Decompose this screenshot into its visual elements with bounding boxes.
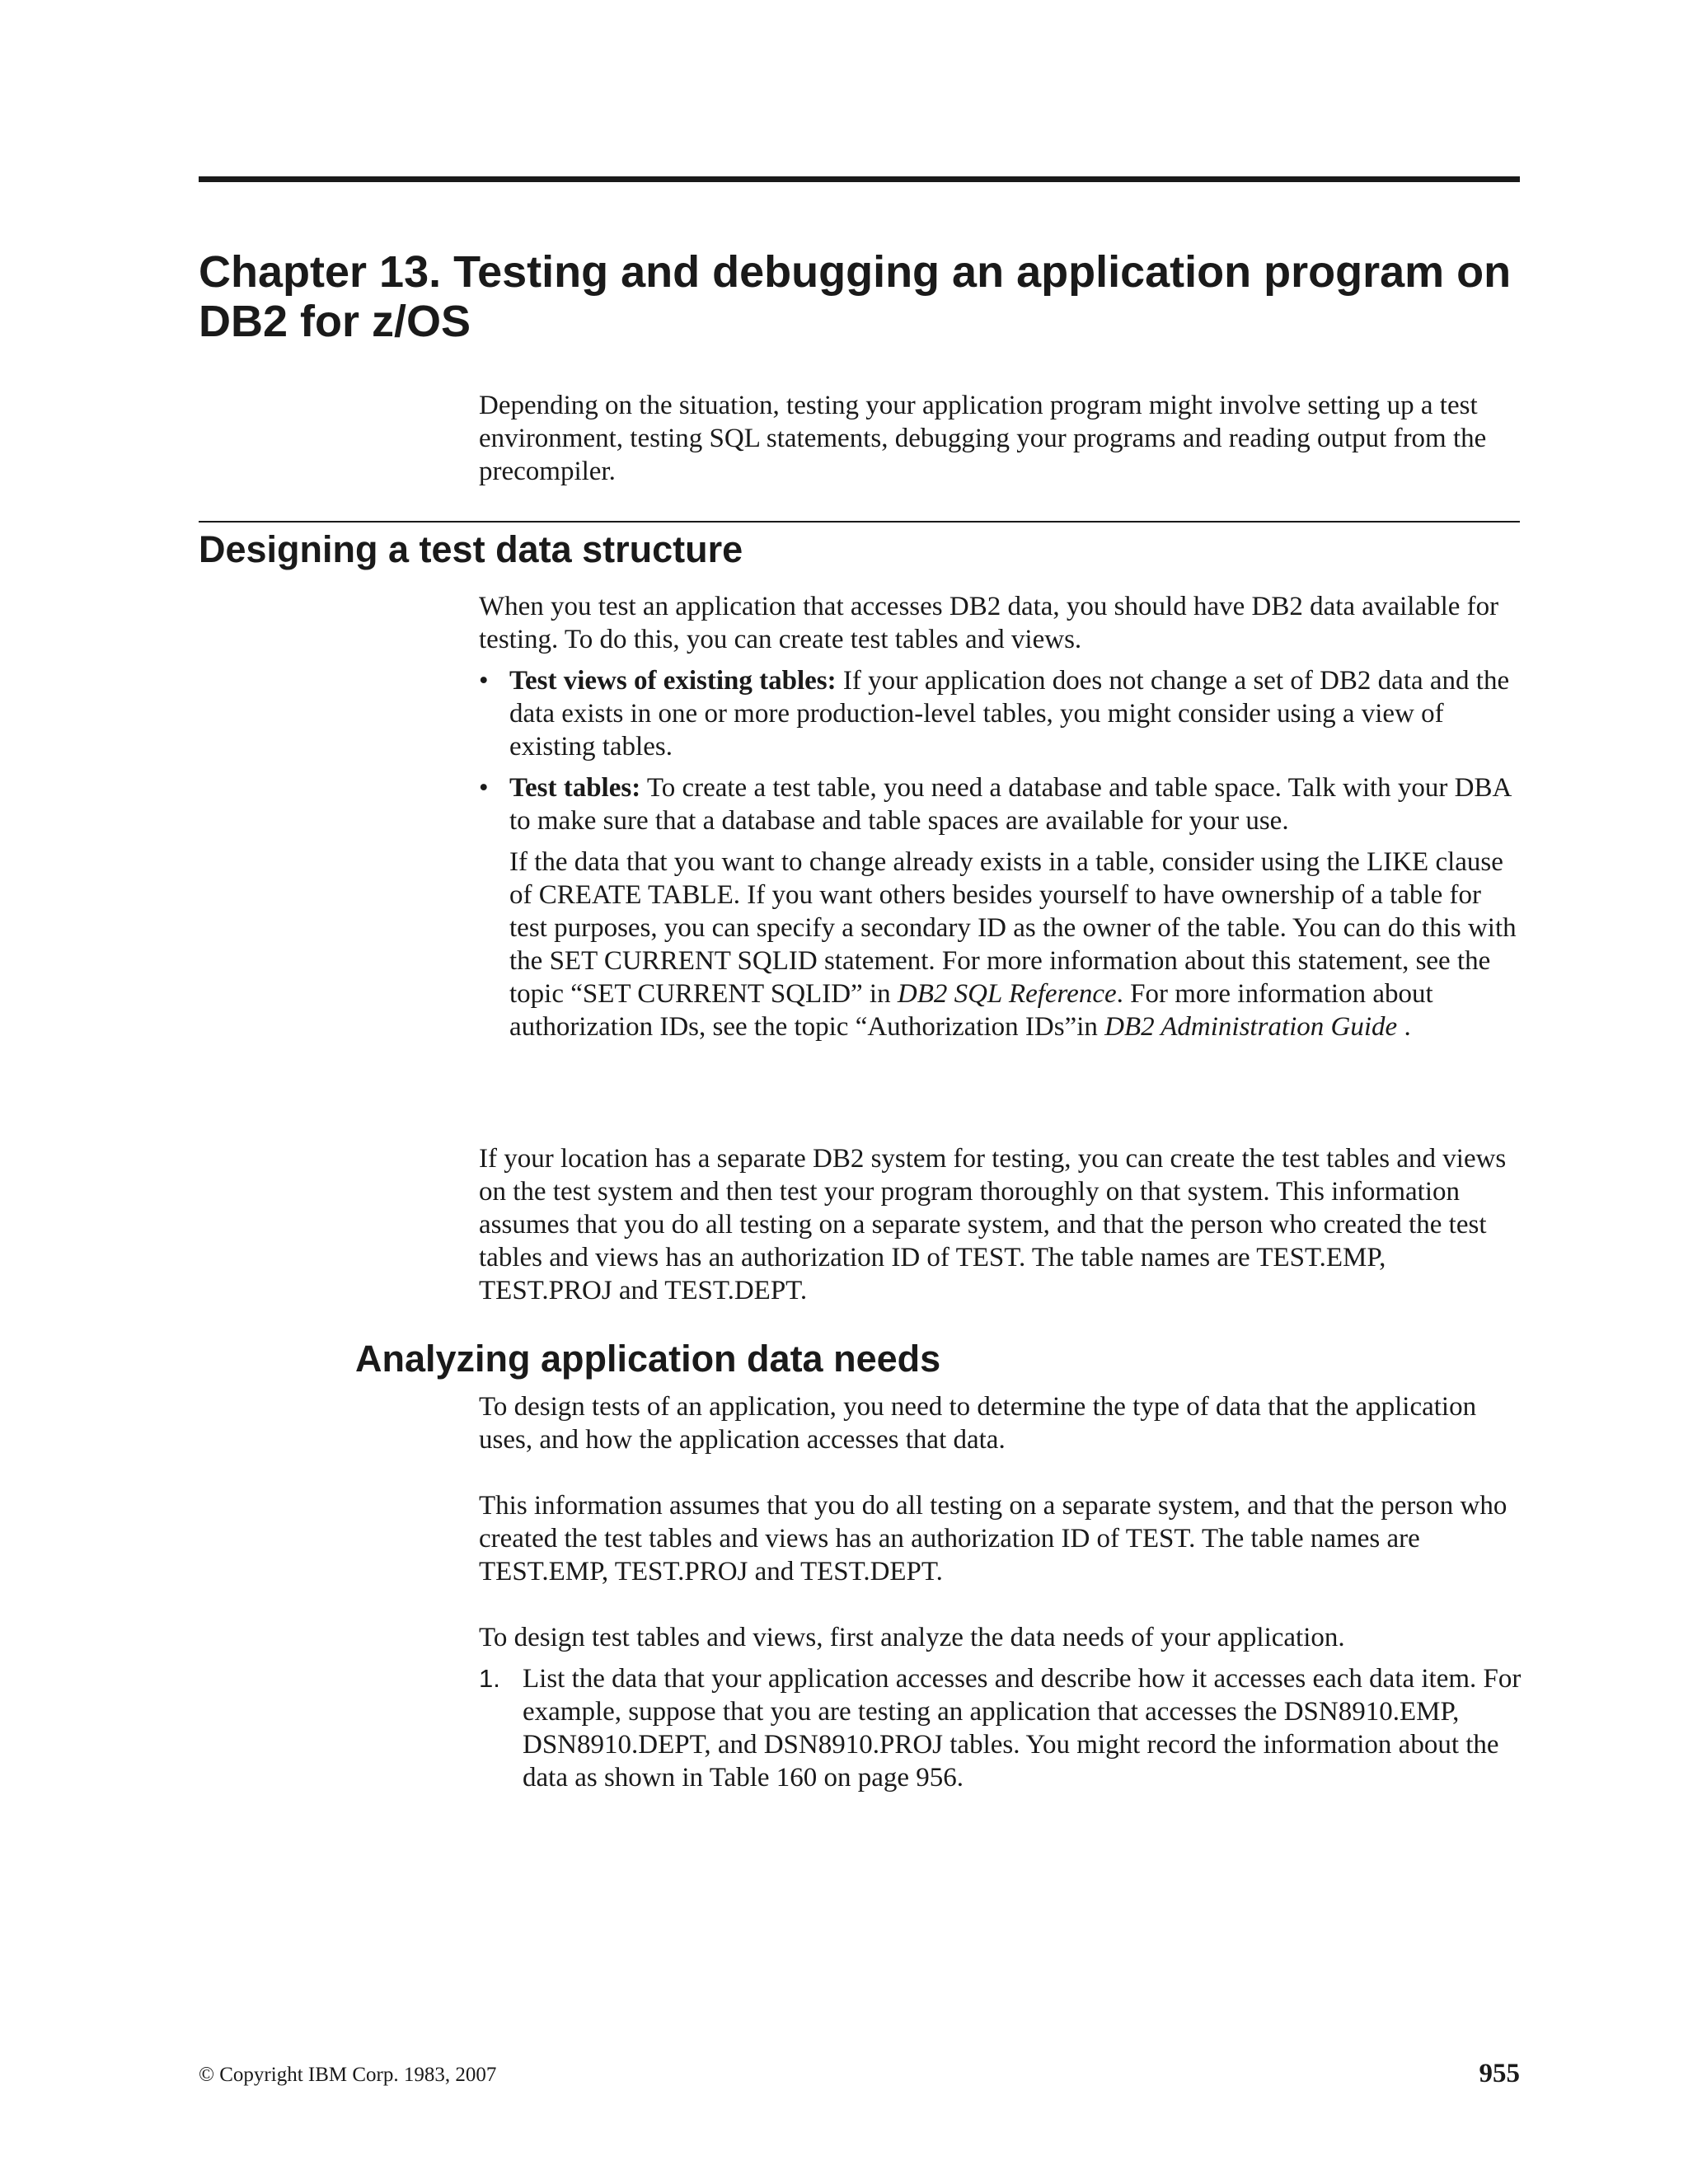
step-number: 1. <box>479 1664 500 1693</box>
section-title-test-data-structure: Designing a test data structure <box>199 528 743 570</box>
bullet-description: If your application does not change a set of DB2 data and the data exists in one or more production-level tables, you might consider using a view of existing tables. <box>509 666 1510 762</box>
section1-intro: When you test an application that accesses DB2 data, you should have DB2 data available for testing. To do this, you can create test tables and views. <box>479 592 1499 654</box>
continuation-text: If the data that you want to change already exists in a table, consider using the LIKE clause of CREATE TABLE. If you want others besides yourself to have ownership of a table for test purposes, you can specify a secondary ID as the owner of the table. You can do this with the SET CURRENT SQLID statement. For more information about this statement, see the topic “SET CURRENT SQLID” in <box>509 847 1517 1009</box>
section1-closing <box>479 1142 1522 1307</box>
bullet-icon: • <box>479 666 489 696</box>
section-test-data-structure-body <box>479 590 1522 1052</box>
section2-paragraph: To design tests of an application, you need to determine the type of data that the application uses, and how the application accesses that data. <box>479 1392 1477 1455</box>
step-text: List the data that your application accesses and describe how it accesses each data item. For example, suppose that you are testing an application that accesses the DSN8910.EMP, DSN8910.DEPT, and DSN8910.PROJ tables. You might record the information about the data as shown in Table 160 on page 956. <box>523 1664 1522 1793</box>
section2-paragraph: This information assumes that you do all testing on a separate system, and that the person who created the test tables and views has an authorization ID of TEST. The table names are TEST.EMP, TEST.PROJ and TEST.DEPT. <box>479 1491 1507 1586</box>
footer-copyright: © Copyright IBM Corp. 1983, 2007 <box>199 2064 497 2086</box>
step-list <box>479 1662 1522 1794</box>
bullet-text <box>509 664 1522 763</box>
section-rule <box>199 521 1520 523</box>
section2-paragraph: To design test tables and views, first analyze the data needs of your application. <box>479 1623 1345 1652</box>
chapter-top-rule <box>199 176 1520 182</box>
bullet-term: Test views of existing tables: <box>509 666 837 696</box>
chapter-title: Chapter 13. Testing and debugging an application program on DB2 for z/OS <box>199 247 1512 346</box>
reference-sql-reference: DB2 SQL Reference <box>897 979 1117 1009</box>
continuation-text: . For more information about authorization IDs, see the topic “Authorization IDs”in <box>509 979 1433 1042</box>
continuation-text: . <box>1397 1012 1411 1042</box>
bullet-text <box>509 771 1522 837</box>
bullet-icon: • <box>479 773 489 803</box>
bullet-description: To create a test table, you need a database and table space. Talk with your DBA to make sure that a database and table spaces are available for your use. <box>509 773 1511 836</box>
subsection-title-data-needs: Analyzing application data needs <box>355 1338 941 1380</box>
chapter-intro <box>479 389 1522 488</box>
bullet-term: Test tables: <box>509 773 641 803</box>
section-data-needs-body <box>479 1390 1522 1794</box>
list-item <box>479 1662 1522 1794</box>
list-item <box>479 771 1522 1043</box>
page-number: 955 <box>1479 2059 1520 2088</box>
reference-administration-guide: DB2 Administration Guide <box>1104 1012 1398 1042</box>
bullet-continuation <box>509 846 1522 1043</box>
list-item <box>479 664 1522 763</box>
bullet-list <box>479 664 1522 1043</box>
chapter-intro-text: Depending on the situation, testing your application program might involve setting up a test environment, testing SQL statements, debugging your programs and reading output from the precompiler. <box>479 391 1487 486</box>
section1-closing-text: If your location has a separate DB2 system for testing, you can create the test tables and views on the test system and then test your program thoroughly on that system. This information assumes that you do all testing on a separate system, and that the person who created the test tables and views has an authorization ID of TEST. The table names are TEST.EMP, TEST.PROJ and TEST.DEPT. <box>479 1144 1507 1305</box>
